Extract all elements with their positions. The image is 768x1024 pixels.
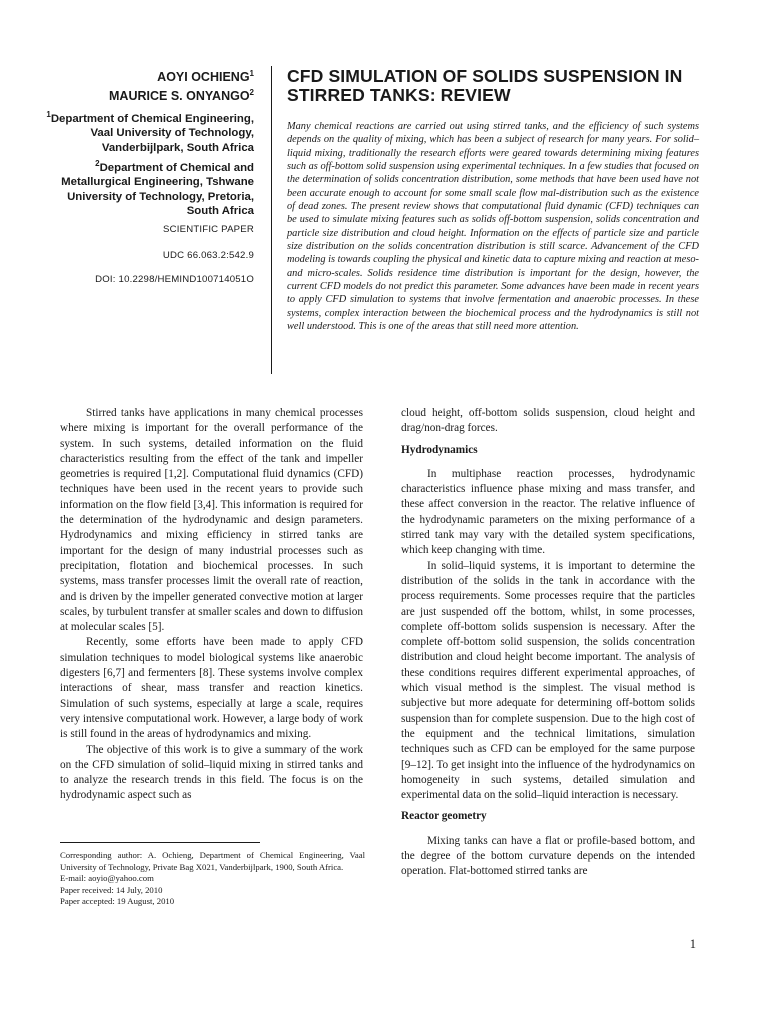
udc-code: UDC 66.063.2:542.9 <box>162 250 254 261</box>
body-paragraph: Recently, some efforts have been made to apply CFD simulation techniques to model biological systems like anaerobic digesters [6,7] and fermenters [8]. These systems involve complex interactions of shear, mass transfer and reaction kinetics. Simulation of such systems, especially at large a scale, requires very intensive computational work. However, a large body of work is still found in the areas of hydrodynamics and mixing. <box>60 636 363 741</box>
body-column-left <box>60 406 363 804</box>
body-column-right <box>401 406 695 880</box>
author-email: E-mail: aoyio@yahoo.com <box>60 873 154 883</box>
abstract: Many chemical reactions are carried out using stirred tanks, and the efficiency of such systems depends on the quality of mixing, which has been a subject of research for many years. For solid–liquid mixing, traditionally the research efforts were geared towards determining mixing features such as off-bottom solid suspension using experimental techniques. In a few studies that focused on the determination of solids concentration distribution, some methods that have been used have not been accurate enough to account for some small scale flow mal-distribution such as the existence of dead zones. The present review shows that computational fluid dynamic (CFD) techniques can be used to simulate mixing features such as solids off-bottom suspension, solids concentration and particle size distribution and cloud height. Information on the effects of particle size and particle size distribution on the solids concentration distribution is still scarce. Advancement of the CFD modeling is towards coupling the physical and kinetic data to capture mixing and reaction at meso- and micro-scales. Solids residence time distribution is important for the design, however, the current CFD models do not predict this parameter. Some advances have been made in recent years to apply CFD simulation to systems that involve fermentation and anaerobic processes. In these systems, complex interaction between the biochemical process and the hydrodynamics is still not well understood. This is one of the areas that still need more attention. <box>287 121 699 333</box>
affiliations <box>40 108 254 219</box>
date-accepted: Paper accepted: 19 August, 2010 <box>60 896 175 906</box>
doi-label: DOI: 10.2298/HEMIND100714051O <box>95 274 254 285</box>
section-heading-hydrodynamics: Hydrodynamics <box>401 443 478 456</box>
page-number: 1 <box>689 937 696 951</box>
body-paragraph: Mixing tanks can have a flat or profile-based bottom, and the degree of the bottom curvature depends on the intended operation. Flat-bottomed stirred tanks are <box>401 834 695 878</box>
author-list <box>40 66 254 104</box>
paper-type-label: SCIENTIFIC PAPER <box>163 224 254 235</box>
footnote-rule <box>60 842 260 843</box>
footnote <box>60 850 365 908</box>
author-1: AOYI OCHIENG$^1$ <box>157 69 254 85</box>
date-received: Paper received: 14 July, 2010 <box>60 884 163 895</box>
body-paragraph: cloud height, off-bottom solids suspension, cloud height and drag/non-drag forces. <box>401 407 695 435</box>
header-divider <box>271 66 272 374</box>
author-2: MAURICE S. ONYANGO$^2$ <box>109 88 254 104</box>
affiliation-1: $^1$Department of Chemical Engineering, Vaal University of Technology, Vanderbijlpark, South Africa <box>46 110 254 154</box>
body-paragraph: In solid–liquid systems, it is important to determine the distribution of the solids in the tank in accordance with the process requirements. Some processes require that the particles are just suspended off the bottom, whilst, in some processes, complete off-bottom solids suspension is necessary. After the complete off-bottom solid suspension, the solids concentration distribution and cloud height become important. The analysis of these conditions requires different experimental approaches, of which visual method is the simplest. The visual method is subjective but more adequate for determining off-bottom solids suspension than for complete suspension. Due to the high cost of the equipment and the technical limitations, simulation techniques such as CFD can be employed for the same purpose [9–12]. To get insight into the influence of the hydrodynamics on homogeneity in such systems, detailed simulation and experimental data on the solid–liquid interaction is necessary. <box>401 559 695 802</box>
body-paragraph: Stirred tanks have applications in many chemical processes where mixing is important for the overall performance of the system. In such systems, detailed information on the fluid characteristics resulting from the effect of the tank and impeller geometries is required [1,2]. Computational fluid dynamics (CFD) techniques have been used in the recent years to provide such information on the flow field [3,4]. This information is required for the determination of the hydrodynamic and design parameters. Hydrodynamics and mixing efficiency in stirred tanks are important for the design of many industrial processes such as precipitation, flotation and biochemical processes. In such systems, mass transfer processes limit the overall rate of reaction, and is driven by the impeller generated convective motion at larger scales, by turbulent transfer at smaller scales and down to diffusion at molecular scales [5]. <box>60 407 363 634</box>
corresponding-author: Corresponding author: A. Ochieng, Department of Chemical Engineering, Vaal University of Technology, Private Bag X021, Vanderbijlpark, 1900, South Africa. <box>60 850 365 872</box>
body-paragraph: In multiphase reaction processes, hydrodynamic characteristics influence phase mixing and mass transfer, and these affect conversion in the reactor. The relative influence of the hydrodynamic parameters on the mixing performance of a stirred tank may vary with the detailed system specifications, which keep changing with time. <box>401 467 695 557</box>
affiliation-2: $^2$Department of Chemical and Metallurgical Engineering, Tshwane University of Technology, Pretoria, South Africa <box>61 158 254 218</box>
body-paragraph: The objective of this work is to give a summary of the work on the CFD simulation of solid–liquid mixing in stirred tanks and to analyze the research trends in this field. The focus is on the hydrodynamic aspect such as <box>60 743 363 802</box>
paper-title: CFD SIMULATION OF SOLIDS SUSPENSION IN STIRRED TANKS: REVIEW <box>287 66 683 105</box>
section-heading-reactor-geometry: Reactor geometry <box>401 810 487 823</box>
